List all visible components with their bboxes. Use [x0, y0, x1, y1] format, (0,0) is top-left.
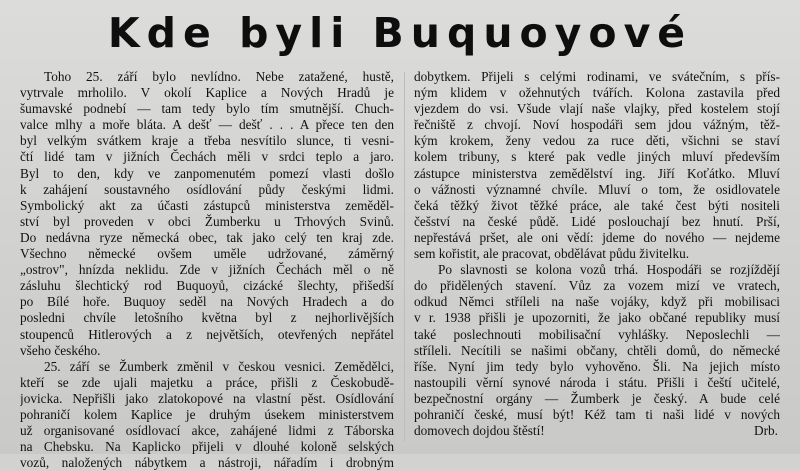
text-line: Všechno německé ovšem uměle udržované, záměrný [20, 246, 394, 262]
text-line: už organisované osídlovací akce, zahájené lidmi z Táborska [20, 423, 394, 439]
text-line: posledni chvíle letošního května byl z nejhorlivějších [20, 310, 394, 326]
text-line: zásluhu šlechtický rod Buquoyů, cizácké šlechty, přišedší [20, 278, 394, 294]
text-line: bezpečnostní orgány — Žumberk je český. A bude celé [414, 390, 780, 406]
text-line: dobytkem. Přijeli s celými rodinami, ve svátečním, s přís- [414, 69, 780, 84]
text-line: byl velkým svátkem kraje a třeba nesvítilo slunce, ti vesni- [20, 133, 394, 149]
text-line: říše. Nyní jim tedy bylo vyhověno. Šli. Na jejich místo [414, 358, 780, 374]
text-line: Toho 25. září bylo nevlídno. Nebe zatažené, hustě, [44, 69, 394, 84]
text-line: nepřestává pršet, ale oni vědí: jdeme do nového — nejdeme [414, 229, 780, 245]
text-line: čeká těžký život těžké práce, ale také čest býti nositeli [414, 197, 780, 213]
text-line: Symbolický akt za účasti zástupců ministerstva zeměděl- [20, 197, 394, 213]
text-line: pohraničí kolem Kaplice je druhým úsekem ministerstvem [20, 406, 394, 422]
text-line: jovicka. Nepřišli jako zlatokopové na vlastní pěst. Osídlování [20, 390, 394, 406]
text-line: Do nedávna ryze německá obec, tak jako celý ten kraj zde. [20, 229, 394, 245]
text-line: na Chebsku. Na Kaplicko přijeli v dlouhé koloně selských [20, 439, 394, 455]
text-line: valce mlhy a moře bláta. A dešť — dešť . . . A přece ten den [20, 117, 394, 133]
text-line: vjezdem do vsi. Všude vlají naše vlajky, před kostelem stojí [414, 101, 780, 117]
text-line: odkud Němci stříleli na naše vojáky, když při mobilisaci [414, 294, 780, 310]
text-line: stoupenců Hitlerových a z největších, otevřených nepřátel [20, 326, 394, 342]
text-line: čtí lidé tam v jižních Čechách měli v srdci teplo a jaro. [20, 149, 394, 165]
text-line: šumavské podnebí — tam tedy bylo tím smutnější. Chuch- [20, 101, 394, 117]
article-headline: Kde byli Buquoyové [107, 9, 693, 57]
text-line: řečniště z chvojí. Noví hospodáři sem jdou vážným, těž- [414, 117, 780, 133]
right-text-column [414, 69, 780, 439]
text-line: sem kořistit, ale pracovat, obdělávat půdu živitelku. [414, 246, 690, 262]
left-text-column [20, 69, 394, 471]
text-line: kolem tribuny, s které pak vedle jiných mluví především [414, 149, 780, 165]
text-line: vozů, naložených nábytkem a nástroji, nářadím i drobným [20, 455, 394, 471]
text-line: domovech dojdou štěstí! [414, 423, 545, 439]
text-line: všeho českého. [20, 342, 101, 358]
text-line: vytrvale mrholilo. V okolí Kaplice a Nových Hradů je [20, 85, 394, 101]
text-line: stříleli. Necítili se našimi občany, chtěli domů, do německé [414, 342, 780, 358]
closing-line [414, 423, 780, 439]
text-line: nastoupili věrní synové národa i státu. Přišli i čeští učitelé, [414, 374, 780, 390]
text-line: také poslechnouti mobilisační vyhlášky. Neposlechli — [414, 326, 780, 342]
text-line: ství byl proveden v obci Žumberku u Trhových Svinů. [20, 213, 394, 229]
text-line: češství na české půdě. Lidé poslouchají bez hnutí. Prší, [414, 213, 780, 229]
text-line: kým krokem, ženy vedou za ruce děti, všichni se staví [414, 133, 780, 149]
author-signature: Drb. [753, 423, 778, 439]
text-line: pohraničí české, musí být! Kéž tam ti naši lidé v nových [414, 406, 780, 422]
text-line: Po slavnosti se kolona vozů trhá. Hospodáři se rozjíždějí [438, 262, 780, 278]
text-line: „ostrov", hnízda neklidu. Zde v jižních Čechách měl o ně [20, 262, 394, 278]
text-line: k zahájení soustavného osídlování půdy českými lidmi. [20, 181, 394, 197]
text-line: Byl to den, kdy ve zanpomenutém pomezí vlasti došlo [20, 165, 394, 181]
text-line: kteří se zde ujali majetku a práce, přišli z Českobudě- [20, 374, 394, 390]
text-line: zástupce ministerstva zemědělství ing. Jiří Koťátko. Mluví [414, 165, 780, 181]
text-line: do přidělených stavení. Vůz za vozem mizí ve vratech, [414, 278, 780, 294]
text-line: ným klidem v ožehnutých tvářích. Kolona zastavila před [414, 85, 780, 101]
text-line: o vážnosti významné chvíle. Mluví o tom, že osidlovatele [414, 181, 780, 197]
text-line: v r. 1938 přišli je upozorniti, že jako občané republiky musí [414, 310, 780, 326]
column-divider [404, 72, 405, 442]
text-line: 25. září se Žumberk změnil v českou vesnici. Zemědělci, [44, 358, 394, 374]
text-line: po Bílé hoře. Buquoy seděl na Nových Hradech a do [20, 294, 394, 310]
